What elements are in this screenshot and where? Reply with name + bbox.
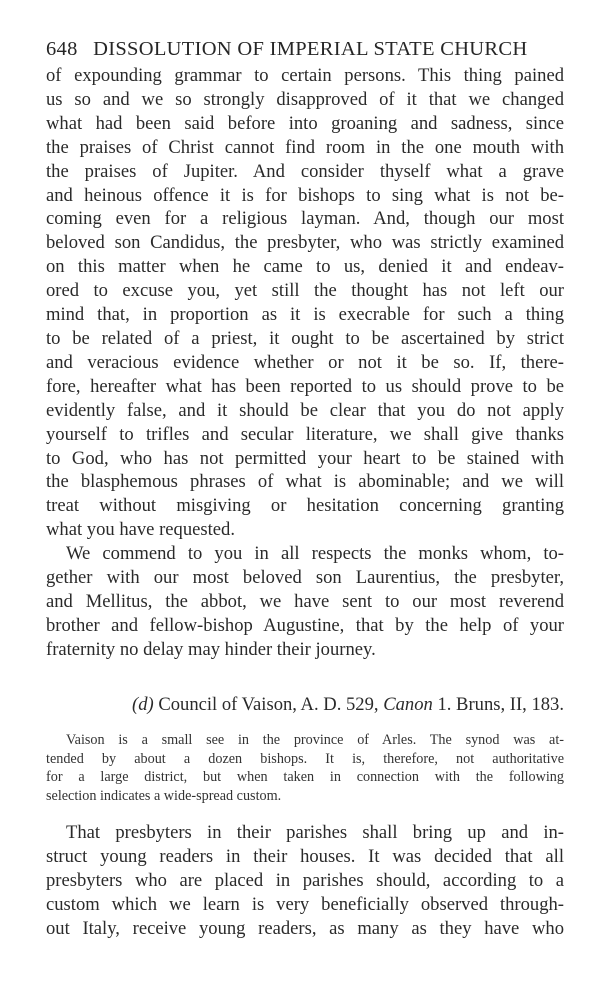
text-line: presbyters who are placed in parishes should, according to a [46,870,564,891]
section-title-prefix: Council of Vaison, A. D. 529, [158,694,379,715]
section-title-suffix: 1. Bruns, II, 183. [437,694,564,715]
text-line: fore, hereafter what has been reported to us should prove to be [46,375,564,397]
note-line: tended by about a dozen bishops. It is, therefore, not authoritative [46,750,564,767]
text-line: to be related of a priest, it ought to be ascertained by strict [46,327,564,349]
text-line: mind that, in proportion as it is execrable for such a thing [46,304,564,326]
text-line: gether with our most beloved son Laurentius, the presbyter, [46,567,564,589]
canon-text [46,821,564,941]
text-line: treat without misgiving or hesitation concerning granting [46,495,564,517]
editorial-note [46,731,564,805]
text-line: on this matter when he came to us, denied it and endeav- [46,256,564,278]
text-line: the praises of Christ cannot find room in the one mouth with [46,136,564,158]
text-line: We commend to you in all respects the monks whom, to- [66,543,564,565]
section-heading [46,693,564,717]
text-line: fraternity no delay may hinder their journey. [46,638,376,660]
text-line: beloved son Candidus, the presbyter, who was strictly examined [46,232,564,254]
text-line: of expounding grammar to certain persons. This thing pained [46,65,564,86]
section-title-italic: Canon [383,694,433,715]
text-line: and heinous offence it is for bishops to sing what is not be- [46,184,564,206]
chapter-title: DISSOLUTION OF IMPERIAL STATE CHURCH [93,38,528,60]
text-line: and veracious evidence whether or not it be so. If, there- [46,351,564,373]
text-line: what had been said before into groaning and sadness, since [46,112,564,134]
text-line: us so and we so strongly disapproved of it that we changed [46,88,564,110]
page-number: 648 [46,38,78,60]
letter-text [46,64,564,662]
letter-paragraph-2 [46,542,564,662]
text-line: struct young readers in their houses. It was decided that all [46,846,564,867]
text-line: That presbyters in their parishes shall bring up and in- [66,822,564,843]
text-line: brother and fellow-bishop Augustine, that by the help of your [46,614,564,636]
note-line: selection indicates a wide-spread custom. [46,787,282,804]
letter-paragraph-1 [46,64,564,542]
note-line: Vaison is a small see in the province of Arles. The synod was at- [66,732,564,748]
text-line: the praises of Jupiter. And consider thyself what a grave [46,160,564,182]
text-line: what you have requested. [46,519,235,541]
text-line: custom which we learn is very beneficially observed through- [46,894,564,915]
section-label: (d) [132,694,154,715]
note-line: for a large district, but when taken in connection with the following [46,769,564,785]
text-line: the blasphemous phrases of what is abominable; and we will [46,471,564,493]
text-line: and Mellitus, the abbot, we have sent to our most reverend [46,590,564,612]
text-line: coming even for a religious layman. And, though our most [46,208,564,230]
text-line: ored to excuse you, yet still the thought has not left our [46,280,564,302]
text-line: yourself to trifles and secular literature, we shall give thanks [46,423,564,445]
running-head [46,38,564,61]
text-line: evidently false, and it should be clear that you do not apply [46,399,564,421]
text-line: out Italy, receive young readers, as many as they have who [46,918,564,939]
text-line: to God, who has not permitted your heart to be stained with [46,447,564,469]
